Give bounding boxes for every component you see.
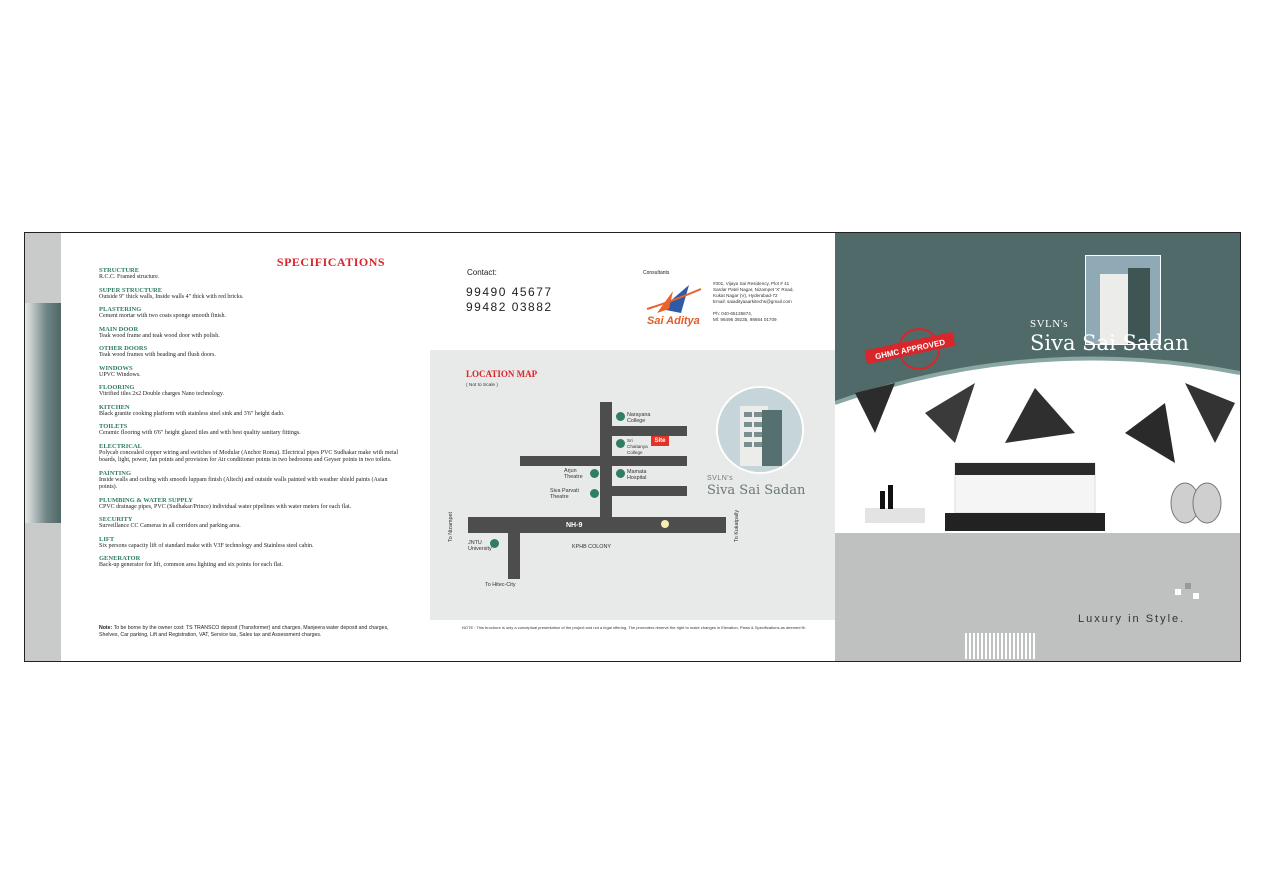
narayana-marker bbox=[616, 412, 625, 421]
map-title: LOCATION MAP bbox=[466, 369, 538, 379]
chaitanya-label: Sri Chaitanya College bbox=[627, 438, 648, 455]
barcode-decoration bbox=[965, 633, 1035, 659]
phone-number-2: 99482 03882 bbox=[466, 300, 553, 314]
bedroom-illustration bbox=[835, 373, 1240, 553]
spec-heading: GENERATOR bbox=[99, 555, 141, 562]
mamata-marker bbox=[616, 469, 625, 478]
chaitanya-marker bbox=[616, 439, 625, 448]
mamata-label: Mamata Hospital bbox=[627, 469, 647, 481]
road-hitec bbox=[508, 533, 520, 579]
address-line: Sardar Patel Nagar, Nizampet 'X' Road, bbox=[713, 287, 794, 292]
spec-item bbox=[99, 443, 399, 465]
nizampet-label: To Nizampet bbox=[448, 512, 454, 542]
spec-heading: PAINTING bbox=[99, 469, 132, 477]
spec-item bbox=[99, 516, 399, 531]
junction-dot bbox=[661, 520, 669, 528]
address-line: Kukat Nagar (V), Hyderabad-72 bbox=[713, 293, 778, 298]
ghmc-stamp-text: GHMC APPROVED bbox=[874, 337, 946, 362]
cover-brand: Siva Sai Sadan bbox=[1030, 331, 1189, 355]
kukatpally-label: To Kukatpally bbox=[734, 509, 740, 542]
map-subtitle: ( Not to Scale ) bbox=[466, 383, 498, 388]
spec-text: Outside 9" thick walls, Inside walls 4" thick with red bricks. bbox=[99, 293, 244, 300]
kphb-label: KPHB COLONY bbox=[572, 544, 611, 550]
spec-heading: ELECTRICAL bbox=[99, 442, 142, 450]
address-line: Ml: 98496 39235, 98664 01709 bbox=[713, 317, 777, 322]
spec-item bbox=[99, 404, 399, 419]
spec-heading: PLASTERING bbox=[99, 306, 142, 313]
spec-heading: STRUCTURE bbox=[99, 267, 140, 274]
spec-item bbox=[99, 536, 399, 551]
building-photo bbox=[716, 386, 804, 474]
siva-parvati-label: Siva Parvati Theatre bbox=[550, 488, 579, 500]
ghmc-approved-stamp bbox=[865, 327, 955, 371]
spec-heading: SECURITY bbox=[99, 516, 133, 523]
narayana-label: Narayana College bbox=[627, 412, 651, 424]
spec-text: Inside walls and ceiling with smooth luppam finish (Altech) and outside walls painted with weather shield paints (Asian points). bbox=[99, 476, 388, 490]
cover-tagline: Luxury in Style. bbox=[1078, 613, 1186, 625]
spec-heading: KITCHEN bbox=[99, 403, 130, 411]
strip-band bbox=[25, 303, 61, 523]
address-line: #301, Vijaya Sai Residency, Plot # 41 bbox=[713, 281, 790, 286]
spec-text: UPVC Windows. bbox=[99, 371, 141, 378]
contact-label: Contact: bbox=[467, 268, 497, 277]
spec-text: Six persons capacity lift of standard make with V3F technology and Stainless steel cabin. bbox=[99, 542, 314, 549]
left-strip bbox=[25, 233, 61, 661]
spec-text: Vitrified tiles 2x2 Double charges Nano technology. bbox=[99, 391, 224, 397]
spec-item bbox=[99, 423, 399, 438]
spec-heading: SUPER STRUCTURE bbox=[99, 286, 163, 294]
jntu-label: JNTU University bbox=[468, 540, 492, 552]
spec-text: Back-up generator for lift, common area lighting and six points for each flat. bbox=[99, 562, 283, 568]
consultant-address bbox=[713, 281, 803, 323]
nh9-label: NH-9 bbox=[566, 522, 583, 529]
spec-item bbox=[99, 555, 399, 570]
cover-panel bbox=[835, 233, 1240, 661]
consultant-logo-name: Sai Aditya bbox=[647, 315, 700, 327]
spec-item bbox=[99, 384, 399, 399]
specifications-note bbox=[99, 625, 399, 639]
map-brand-small: SVLN's bbox=[707, 475, 734, 482]
legal-footnote: NOTE : This brochure is only a conceptual presentation of the project and not a legal offering. The promoters reserve the right to make changes in Elevation, Plans & Specifications as deemed fit. bbox=[462, 625, 806, 630]
spec-item bbox=[99, 267, 399, 282]
arjun-marker bbox=[590, 469, 599, 478]
address-line: Ph: 040-65135874, bbox=[713, 311, 753, 316]
spec-heading: PLUMBING & WATER SUPPLY bbox=[99, 496, 193, 504]
spec-text: R.C.C. Framed structure. bbox=[99, 274, 160, 280]
spec-text: Black granite cooking platform with stainless steel sink and 3'6" height dado. bbox=[99, 410, 285, 417]
specifications-list bbox=[99, 267, 399, 575]
spec-heading: OTHER DOORS bbox=[99, 345, 148, 352]
note-text: To be borne by the owner cost: TS TRANSCO deposit (Transformer) and charges, Manjeera water deposit and charges, Shelves, Car parking, Lift and Registration, VAT, Service tax, Sales tax and Assessment charges. bbox=[99, 625, 389, 638]
spec-heading: WINDOWS bbox=[99, 364, 133, 372]
siva-parvati-marker bbox=[590, 489, 599, 498]
site-marker: Site bbox=[651, 436, 669, 446]
pixel-decoration bbox=[1175, 583, 1203, 599]
road-nh9 bbox=[468, 517, 726, 533]
spec-heading: FLOORING bbox=[99, 384, 135, 391]
spec-item bbox=[99, 287, 399, 302]
road-narayana bbox=[608, 426, 687, 436]
spec-heading: TOILETS bbox=[99, 423, 128, 430]
arjun-label: Arjun Theatre bbox=[564, 468, 583, 480]
consultants-label: Consultants bbox=[643, 270, 670, 276]
location-map bbox=[430, 350, 835, 620]
spec-text: Teak wood frames with beading and flush doors. bbox=[99, 352, 216, 358]
address-line: Email: saiadityaaarkitechs@gmail.com bbox=[713, 299, 792, 304]
brochure-sheet bbox=[24, 232, 1241, 662]
spec-heading: MAIN DOOR bbox=[99, 325, 139, 333]
spec-item bbox=[99, 497, 399, 512]
spec-text: Teak wood frame and teak wood door with polish. bbox=[99, 332, 220, 339]
spec-text: Ceramic flooring with 6'6" height glazed tiles and with best quality sanitary fittings. bbox=[99, 430, 301, 436]
cover-brand-small: SVLN's bbox=[1030, 318, 1068, 330]
spec-item bbox=[99, 470, 399, 492]
road-mamata bbox=[608, 486, 687, 496]
spec-item bbox=[99, 365, 399, 380]
spec-text: CPVC drainage pipes, PVC (Sudhakar/Prince) individual water pipelines with water meters for each flat. bbox=[99, 503, 352, 510]
note-label: Note: bbox=[99, 625, 113, 631]
spec-item bbox=[99, 326, 399, 341]
spec-heading: LIFT bbox=[99, 535, 115, 543]
hitec-label: To Hitec-City bbox=[485, 582, 516, 588]
spec-text: Cement mortar with two coats sponge smooth finish. bbox=[99, 313, 226, 319]
map-brand: Siva Sai Sadan bbox=[707, 483, 806, 498]
spec-text: Polycab concealed copper wiring and switches of Modular (Anchor Roma). Electrical pipes PVC Sudhakar make with metal boards, light, power, fan points and provision for Air conditioner points in two bedrooms and Geyser points in two toilets. bbox=[99, 449, 399, 463]
spec-item bbox=[99, 345, 399, 360]
road-middle bbox=[520, 456, 687, 466]
spec-item bbox=[99, 306, 399, 321]
phone-number-1: 99490 45677 bbox=[466, 285, 553, 299]
specifications-title: SPECIFICATIONS bbox=[276, 255, 386, 269]
spec-text: Surveillance CC Cameras in all corridors and parking area. bbox=[99, 523, 241, 529]
